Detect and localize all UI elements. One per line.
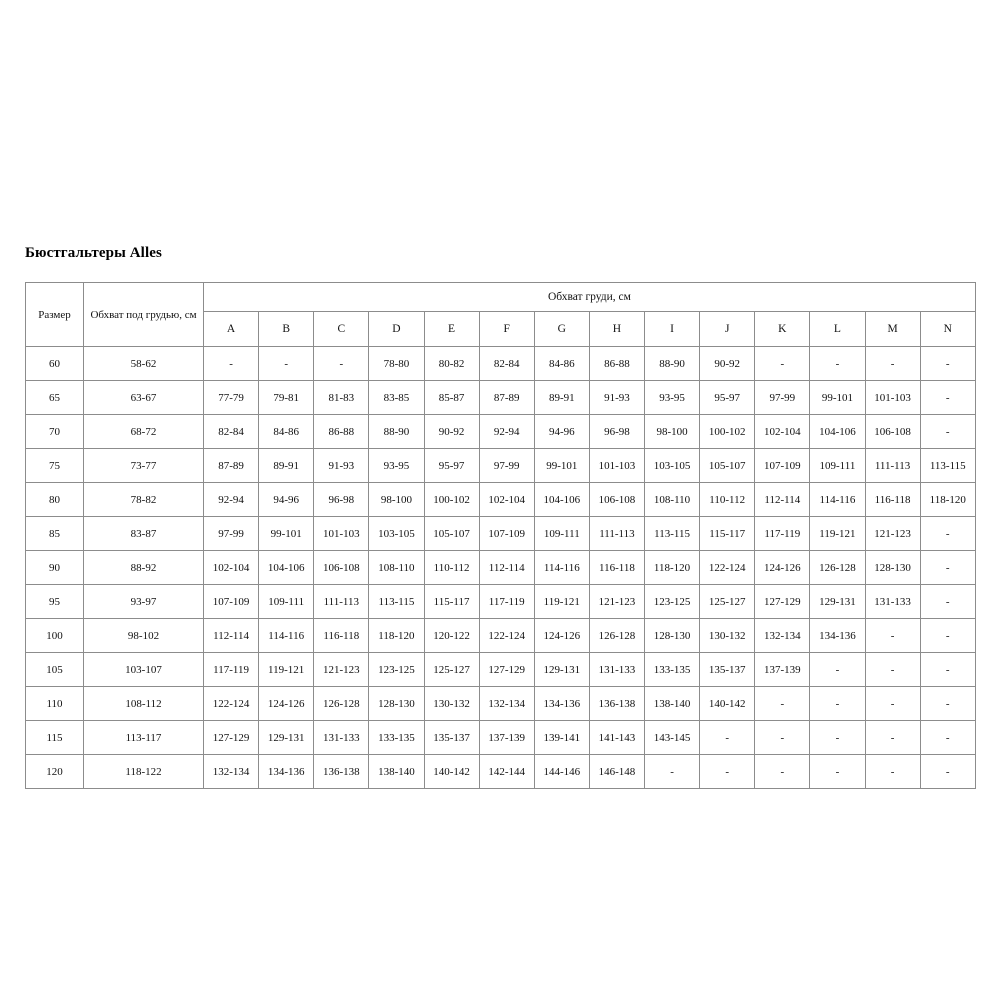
cell-bust: 94-96 <box>259 483 314 517</box>
cell-bust: 111-113 <box>865 449 920 483</box>
cell-bust: 114-116 <box>534 551 589 585</box>
cell-bust: 106-108 <box>865 415 920 449</box>
cell-bust: 98-100 <box>645 415 700 449</box>
cell-bust: - <box>920 415 975 449</box>
cell-bust: 122-124 <box>479 619 534 653</box>
cell-bust: 99-101 <box>259 517 314 551</box>
cell-bust: 80-82 <box>424 347 479 381</box>
cell-bust: 126-128 <box>810 551 865 585</box>
cell-bust: 99-101 <box>810 381 865 415</box>
cell-bust: - <box>204 347 259 381</box>
cell-bust: 126-128 <box>314 687 369 721</box>
cell-bust: 129-131 <box>259 721 314 755</box>
cell-bust: 107-109 <box>755 449 810 483</box>
cell-bust: 143-145 <box>645 721 700 755</box>
table-header <box>26 283 976 347</box>
cell-bust: 132-134 <box>204 755 259 789</box>
cell-bust: 116-118 <box>314 619 369 653</box>
cell-bust: - <box>810 755 865 789</box>
cell-bust: 105-107 <box>424 517 479 551</box>
cell-bust: 124-126 <box>534 619 589 653</box>
cell-bust: 95-97 <box>424 449 479 483</box>
cell-bust: 130-132 <box>424 687 479 721</box>
cell-bust: 127-129 <box>755 585 810 619</box>
cell-bust: 107-109 <box>479 517 534 551</box>
cell-bust: - <box>920 347 975 381</box>
cell-underbust: 118-122 <box>84 755 204 789</box>
cell-bust: 122-124 <box>204 687 259 721</box>
cell-bust: 119-121 <box>810 517 865 551</box>
cell-bust: 87-89 <box>204 449 259 483</box>
cell-bust: 118-120 <box>369 619 424 653</box>
header-cup: H <box>589 312 644 347</box>
cell-bust: - <box>920 721 975 755</box>
table-row <box>26 381 976 415</box>
cell-bust: 113-115 <box>920 449 975 483</box>
header-cup: J <box>700 312 755 347</box>
cell-bust: - <box>920 551 975 585</box>
cell-bust: 98-100 <box>369 483 424 517</box>
cell-size: 90 <box>26 551 84 585</box>
cell-bust: 128-130 <box>369 687 424 721</box>
cell-bust: 136-138 <box>589 687 644 721</box>
cell-bust: 117-119 <box>204 653 259 687</box>
cell-bust: 83-85 <box>369 381 424 415</box>
cell-bust: 111-113 <box>314 585 369 619</box>
cell-bust: 102-104 <box>204 551 259 585</box>
cell-bust: 124-126 <box>755 551 810 585</box>
cell-bust: 101-103 <box>589 449 644 483</box>
cell-bust: 85-87 <box>424 381 479 415</box>
cell-bust: - <box>920 517 975 551</box>
table-row <box>26 721 976 755</box>
header-cup: E <box>424 312 479 347</box>
cell-bust: 138-140 <box>645 687 700 721</box>
cell-underbust: 68-72 <box>84 415 204 449</box>
cell-bust: 109-111 <box>534 517 589 551</box>
cell-bust: 97-99 <box>479 449 534 483</box>
cell-bust: - <box>810 721 865 755</box>
cell-bust: - <box>755 721 810 755</box>
cell-bust: 130-132 <box>700 619 755 653</box>
cell-bust: 90-92 <box>424 415 479 449</box>
cell-underbust: 88-92 <box>84 551 204 585</box>
cell-bust: 111-113 <box>589 517 644 551</box>
cell-bust: 92-94 <box>479 415 534 449</box>
cell-bust: 103-105 <box>645 449 700 483</box>
table-row <box>26 415 976 449</box>
cell-bust: 129-131 <box>810 585 865 619</box>
cell-size: 115 <box>26 721 84 755</box>
cell-bust: - <box>920 619 975 653</box>
header-size: Размер <box>26 283 84 347</box>
cell-bust: 136-138 <box>314 755 369 789</box>
cell-bust: 105-107 <box>700 449 755 483</box>
cell-bust: 87-89 <box>479 381 534 415</box>
cell-bust: 81-83 <box>314 381 369 415</box>
cell-size: 105 <box>26 653 84 687</box>
cell-bust: 110-112 <box>424 551 479 585</box>
cell-bust: 124-126 <box>259 687 314 721</box>
cell-bust: 132-134 <box>755 619 810 653</box>
cell-bust: 134-136 <box>259 755 314 789</box>
cell-bust: - <box>700 755 755 789</box>
cell-bust: 77-79 <box>204 381 259 415</box>
cell-bust: 109-111 <box>259 585 314 619</box>
cell-bust: 91-93 <box>314 449 369 483</box>
cell-bust: - <box>700 721 755 755</box>
cell-bust: 82-84 <box>479 347 534 381</box>
cell-bust: 144-146 <box>534 755 589 789</box>
header-cup: N <box>920 312 975 347</box>
cell-bust: 97-99 <box>204 517 259 551</box>
cell-bust: 113-115 <box>369 585 424 619</box>
cell-bust: 101-103 <box>865 381 920 415</box>
cell-bust: 132-134 <box>479 687 534 721</box>
cell-bust: 133-135 <box>645 653 700 687</box>
cell-bust: 84-86 <box>259 415 314 449</box>
table-row <box>26 687 976 721</box>
cell-size: 120 <box>26 755 84 789</box>
cell-bust: - <box>645 755 700 789</box>
header-cup: F <box>479 312 534 347</box>
cell-bust: - <box>755 687 810 721</box>
cell-bust: 102-104 <box>479 483 534 517</box>
cell-bust: - <box>920 585 975 619</box>
size-chart-container <box>25 282 975 789</box>
cell-bust: 108-110 <box>645 483 700 517</box>
cell-bust: 117-119 <box>755 517 810 551</box>
cell-bust: - <box>920 755 975 789</box>
cell-bust: 91-93 <box>589 381 644 415</box>
cell-bust: 104-106 <box>810 415 865 449</box>
table-row <box>26 755 976 789</box>
cell-bust: 133-135 <box>369 721 424 755</box>
cell-bust: 114-116 <box>259 619 314 653</box>
cell-bust: 118-120 <box>645 551 700 585</box>
cell-bust: - <box>865 347 920 381</box>
cell-bust: 127-129 <box>479 653 534 687</box>
cell-bust: 110-112 <box>700 483 755 517</box>
cell-bust: 102-104 <box>755 415 810 449</box>
cell-size: 85 <box>26 517 84 551</box>
cell-bust: 79-81 <box>259 381 314 415</box>
cell-bust: 97-99 <box>755 381 810 415</box>
cell-bust: 100-102 <box>424 483 479 517</box>
cell-bust: 120-122 <box>424 619 479 653</box>
cell-bust: 88-90 <box>645 347 700 381</box>
cell-bust: 92-94 <box>204 483 259 517</box>
cell-bust: - <box>259 347 314 381</box>
cell-bust: 112-114 <box>755 483 810 517</box>
table-row <box>26 483 976 517</box>
cell-bust: 112-114 <box>479 551 534 585</box>
cell-bust: - <box>810 653 865 687</box>
cell-bust: 104-106 <box>259 551 314 585</box>
cell-bust: - <box>865 619 920 653</box>
cell-bust: 125-127 <box>700 585 755 619</box>
cell-bust: - <box>865 721 920 755</box>
header-underbust: Обхват под грудью, см <box>84 283 204 347</box>
cell-bust: 116-118 <box>589 551 644 585</box>
cell-bust: 78-80 <box>369 347 424 381</box>
cell-bust: 141-143 <box>589 721 644 755</box>
cell-bust: 142-144 <box>479 755 534 789</box>
cell-size: 60 <box>26 347 84 381</box>
cell-bust: 96-98 <box>314 483 369 517</box>
cell-underbust: 113-117 <box>84 721 204 755</box>
cell-bust: 119-121 <box>534 585 589 619</box>
table-row <box>26 551 976 585</box>
cell-bust: 104-106 <box>534 483 589 517</box>
header-bust-group: Обхват груди, см <box>204 283 976 312</box>
cell-bust: 134-136 <box>810 619 865 653</box>
cell-bust: 119-121 <box>259 653 314 687</box>
header-cup: G <box>534 312 589 347</box>
cell-size: 70 <box>26 415 84 449</box>
cell-underbust: 78-82 <box>84 483 204 517</box>
cell-bust: 121-123 <box>589 585 644 619</box>
cell-bust: 93-95 <box>369 449 424 483</box>
table-row <box>26 449 976 483</box>
cell-bust: 99-101 <box>534 449 589 483</box>
header-cup: K <box>755 312 810 347</box>
cell-bust: 114-116 <box>810 483 865 517</box>
cell-bust: - <box>920 653 975 687</box>
cell-bust: 96-98 <box>589 415 644 449</box>
header-cup: C <box>314 312 369 347</box>
header-cup: I <box>645 312 700 347</box>
cell-underbust: 93-97 <box>84 585 204 619</box>
cell-bust: 131-133 <box>314 721 369 755</box>
cell-bust: 140-142 <box>700 687 755 721</box>
cell-bust: 115-117 <box>700 517 755 551</box>
cell-underbust: 58-62 <box>84 347 204 381</box>
cell-bust: 89-91 <box>259 449 314 483</box>
cell-bust: - <box>810 687 865 721</box>
table-row <box>26 347 976 381</box>
cell-bust: 84-86 <box>534 347 589 381</box>
cell-underbust: 103-107 <box>84 653 204 687</box>
header-cup: L <box>810 312 865 347</box>
cell-bust: 109-111 <box>810 449 865 483</box>
cell-size: 65 <box>26 381 84 415</box>
cell-bust: 108-110 <box>369 551 424 585</box>
table-body <box>26 347 976 789</box>
cell-bust: 131-133 <box>865 585 920 619</box>
cell-bust: - <box>755 347 810 381</box>
cell-underbust: 108-112 <box>84 687 204 721</box>
cell-bust: 94-96 <box>534 415 589 449</box>
header-cup: B <box>259 312 314 347</box>
table-row <box>26 517 976 551</box>
cell-bust: - <box>810 347 865 381</box>
cell-bust: 135-137 <box>424 721 479 755</box>
cell-bust: 125-127 <box>424 653 479 687</box>
cell-size: 75 <box>26 449 84 483</box>
header-cup: D <box>369 312 424 347</box>
cell-bust: 107-109 <box>204 585 259 619</box>
cell-bust: - <box>865 653 920 687</box>
cell-bust: - <box>865 687 920 721</box>
cell-bust: 135-137 <box>700 653 755 687</box>
table-row <box>26 585 976 619</box>
cell-bust: 86-88 <box>589 347 644 381</box>
cell-bust: 138-140 <box>369 755 424 789</box>
cell-underbust: 98-102 <box>84 619 204 653</box>
cell-bust: 86-88 <box>314 415 369 449</box>
cell-bust: 126-128 <box>589 619 644 653</box>
table-row <box>26 653 976 687</box>
cell-bust: 89-91 <box>534 381 589 415</box>
cell-bust: 129-131 <box>534 653 589 687</box>
cell-bust: - <box>920 687 975 721</box>
cell-bust: - <box>865 755 920 789</box>
cell-bust: 134-136 <box>534 687 589 721</box>
cell-underbust: 63-67 <box>84 381 204 415</box>
cell-bust: - <box>920 381 975 415</box>
cell-bust: 88-90 <box>369 415 424 449</box>
cell-bust: - <box>314 347 369 381</box>
cell-bust: 90-92 <box>700 347 755 381</box>
cell-size: 95 <box>26 585 84 619</box>
cell-bust: 103-105 <box>369 517 424 551</box>
cell-bust: 123-125 <box>645 585 700 619</box>
cell-bust: 100-102 <box>700 415 755 449</box>
header-cup: M <box>865 312 920 347</box>
cell-bust: 128-130 <box>865 551 920 585</box>
cell-bust: 122-124 <box>700 551 755 585</box>
cell-bust: 106-108 <box>314 551 369 585</box>
cell-bust: 140-142 <box>424 755 479 789</box>
cell-bust: 131-133 <box>589 653 644 687</box>
cell-bust: 101-103 <box>314 517 369 551</box>
cell-bust: 123-125 <box>369 653 424 687</box>
header-cup: A <box>204 312 259 347</box>
cell-bust: 106-108 <box>589 483 644 517</box>
cell-size: 110 <box>26 687 84 721</box>
page-title: Бюстгальтеры Alles <box>25 245 162 261</box>
cell-bust: 121-123 <box>865 517 920 551</box>
cell-bust: 127-129 <box>204 721 259 755</box>
cell-bust: 95-97 <box>700 381 755 415</box>
cell-bust: 146-148 <box>589 755 644 789</box>
cell-bust: 113-115 <box>645 517 700 551</box>
cell-bust: 121-123 <box>314 653 369 687</box>
cell-bust: 137-139 <box>479 721 534 755</box>
size-chart-table <box>25 282 976 789</box>
cell-bust: 137-139 <box>755 653 810 687</box>
cell-bust: 112-114 <box>204 619 259 653</box>
table-row <box>26 619 976 653</box>
cell-underbust: 83-87 <box>84 517 204 551</box>
cell-bust: 115-117 <box>424 585 479 619</box>
table-header-row-top <box>26 283 976 312</box>
cell-bust: 117-119 <box>479 585 534 619</box>
cell-bust: 128-130 <box>645 619 700 653</box>
cell-bust: 118-120 <box>920 483 975 517</box>
cell-bust: 93-95 <box>645 381 700 415</box>
cell-underbust: 73-77 <box>84 449 204 483</box>
cell-bust: - <box>755 755 810 789</box>
cell-bust: 82-84 <box>204 415 259 449</box>
cell-bust: 139-141 <box>534 721 589 755</box>
cell-size: 80 <box>26 483 84 517</box>
cell-bust: 116-118 <box>865 483 920 517</box>
cell-size: 100 <box>26 619 84 653</box>
